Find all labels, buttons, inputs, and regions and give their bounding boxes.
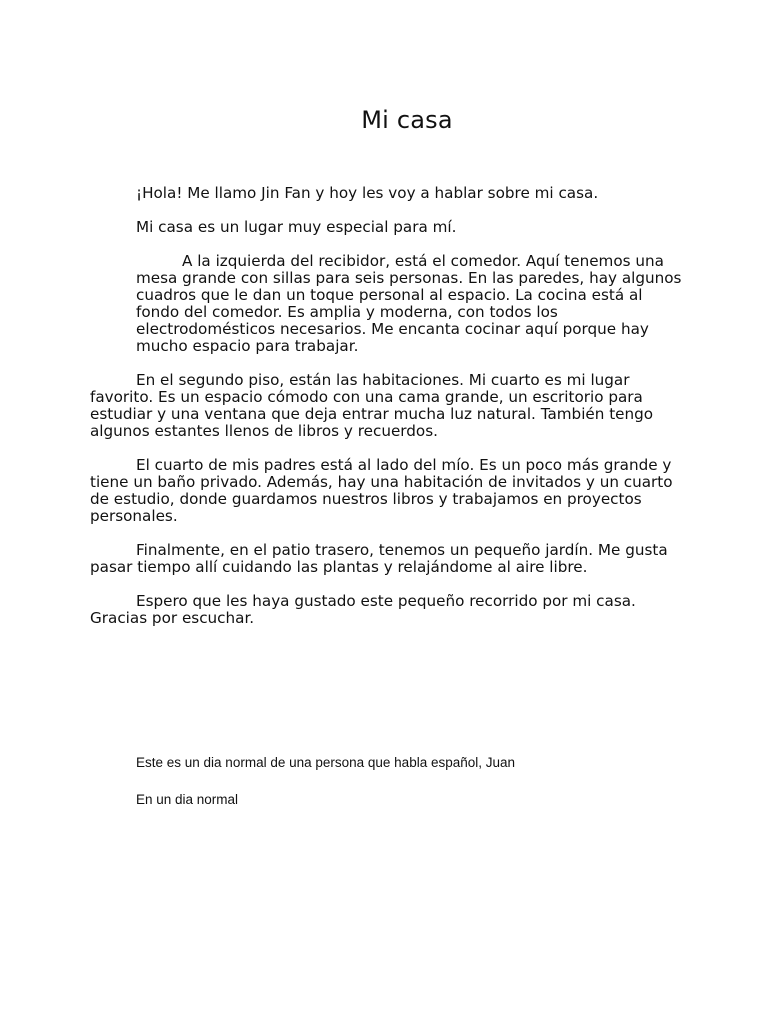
document-body: [90, 185, 686, 644]
paragraph-garden: Finalmente, en el patio trasero, tenemos un pequeño jardín. Me gusta pasar tiempo allí cuidando las plantas y relajándome al aire libre.: [90, 541, 668, 576]
footer-line-1: Este es un dia normal de una persona que habla español, Juan: [136, 755, 516, 770]
paragraph-parents-room: El cuarto de mis padres está al lado del mío. Es un poco más grande y tiene un baño privado. Además, hay una habitación de invitados y un cuarto de estudio, donde guardamos nuestros libros y trabajamos en proyectos personales.: [90, 456, 673, 525]
paragraph-dining-kitchen: A la izquierda del recibidor, está el comedor. Aquí tenemos una mesa grande con sillas para seis personas. En las paredes, hay algunos cuadros que le dan un toque personal al espacio. La cocina está al fondo del comedor. Es amplia y moderna, con todos los electrodomésticos necesarios. Me encanta cocinar aquí porque hay mucho espacio para trabajar.: [136, 252, 682, 355]
paragraph-second-floor: En el segundo piso, están las habitaciones. Mi cuarto es mi lugar favorito. Es un espacio cómodo con una cama grande, un escritorio para estudiar y una ventana que deja entrar mucha luz natural. También tengo algunos estantes llenos de libros y recuerdos.: [90, 371, 654, 440]
paragraph-closing: Espero que les haya gustado este pequeño recorrido por mi casa. Gracias por escuchar.: [90, 592, 636, 627]
paragraph-intro: Mi casa es un lugar muy especial para mí.: [136, 218, 457, 236]
paragraph-greeting: ¡Hola! Me llamo Jin Fan y hoy les voy a hablar sobre mi casa.: [136, 184, 599, 202]
document-title: Mi casa: [361, 106, 453, 134]
footer-line-2: En un dia normal: [136, 792, 239, 807]
